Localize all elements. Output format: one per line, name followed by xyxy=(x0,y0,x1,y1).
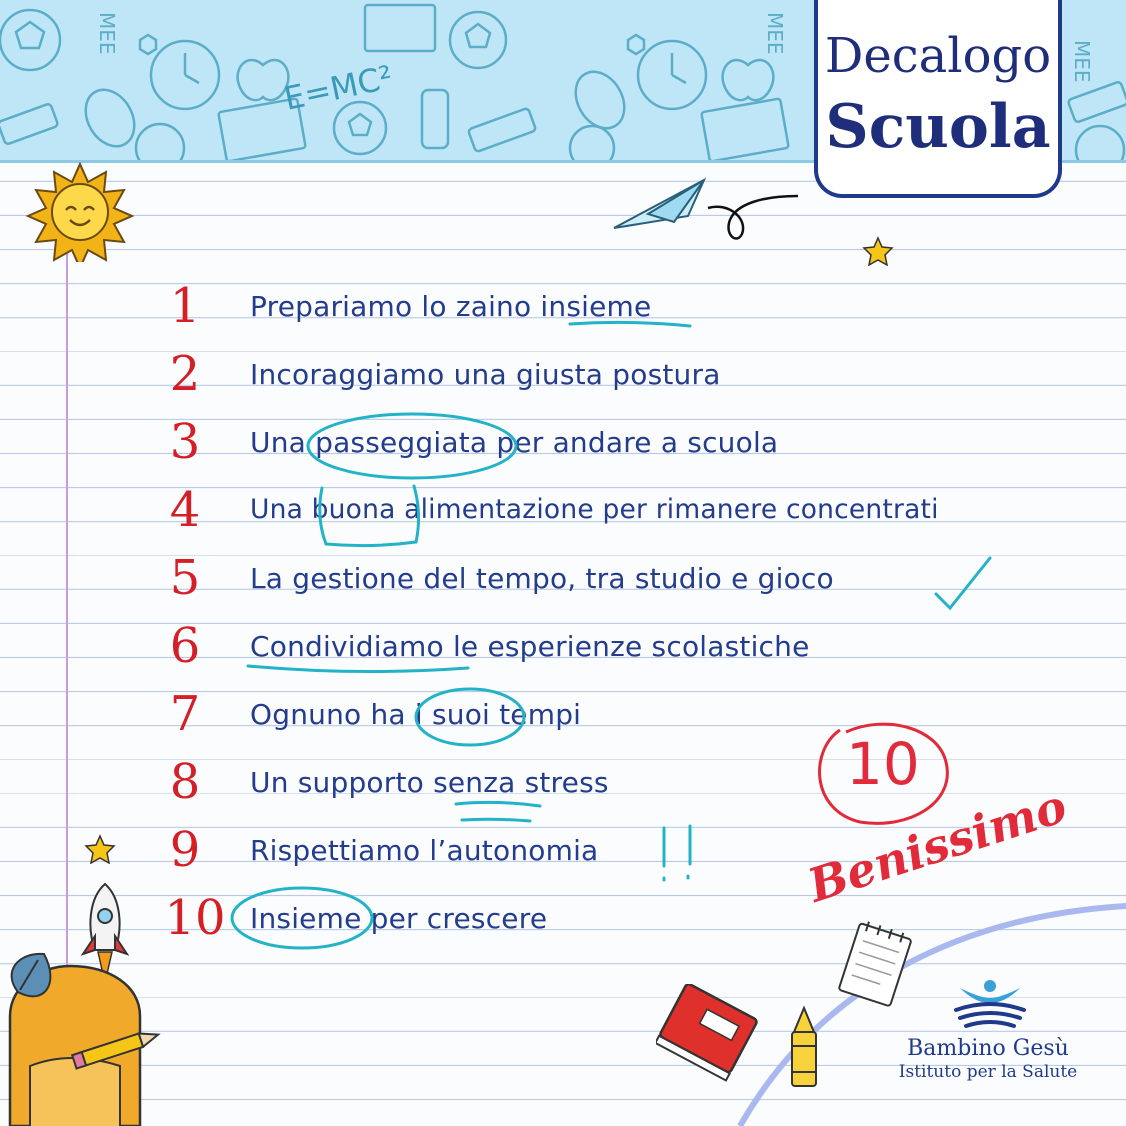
item-text: Insieme per crescere xyxy=(250,902,548,935)
pencil-icon xyxy=(70,1022,170,1072)
svg-text:MEE: MEE xyxy=(763,12,787,55)
item-number: 10 xyxy=(164,890,226,946)
item-number: 8 xyxy=(169,754,201,810)
item-number: 9 xyxy=(169,822,201,878)
item-text: Una buona alimentazione per rimanere concentrati xyxy=(250,494,939,525)
grade-value: 10 xyxy=(846,730,920,798)
item-text: Rispettiamo l’autonomia xyxy=(250,834,599,867)
item-number: 1 xyxy=(169,278,201,334)
logo-name: Bambino Gesù xyxy=(907,1036,1069,1061)
item-number: 7 xyxy=(169,686,201,742)
title-line-1: Decalogo xyxy=(824,28,1052,84)
item-text: Condividiamo le esperienze scolastiche xyxy=(250,630,810,663)
book-icon xyxy=(656,984,766,1084)
logo-subtitle: Istituto per la Salute xyxy=(898,1062,1078,1082)
logo-icon xyxy=(950,974,1030,1034)
item-text: Prepariamo lo zaino insieme xyxy=(250,290,652,323)
crayon-icon xyxy=(780,1002,830,1092)
item-number: 3 xyxy=(169,414,201,470)
item-number: 5 xyxy=(169,550,201,606)
formula-text: E=MC² xyxy=(280,57,397,118)
item-number: 6 xyxy=(169,618,201,674)
svg-text:MEE: MEE xyxy=(95,12,119,55)
item-text: Un supporto senza stress xyxy=(250,766,609,799)
item-number: 4 xyxy=(169,482,201,538)
notepad-icon xyxy=(836,920,916,1010)
grade-comment: Benissimo xyxy=(801,778,1073,913)
svg-text:MEE: MEE xyxy=(1070,40,1094,83)
title-line-2: Scuola xyxy=(825,92,1051,162)
item-text: La gestione del tempo, tra studio e gioco xyxy=(250,562,834,595)
item-text: Ognuno ha i suoi tempi xyxy=(250,698,582,731)
item-text: Incoraggiamo una giusta postura xyxy=(250,358,721,391)
item-text: Una passeggiata per andare a scuola xyxy=(250,426,779,459)
item-number: 2 xyxy=(169,346,201,402)
